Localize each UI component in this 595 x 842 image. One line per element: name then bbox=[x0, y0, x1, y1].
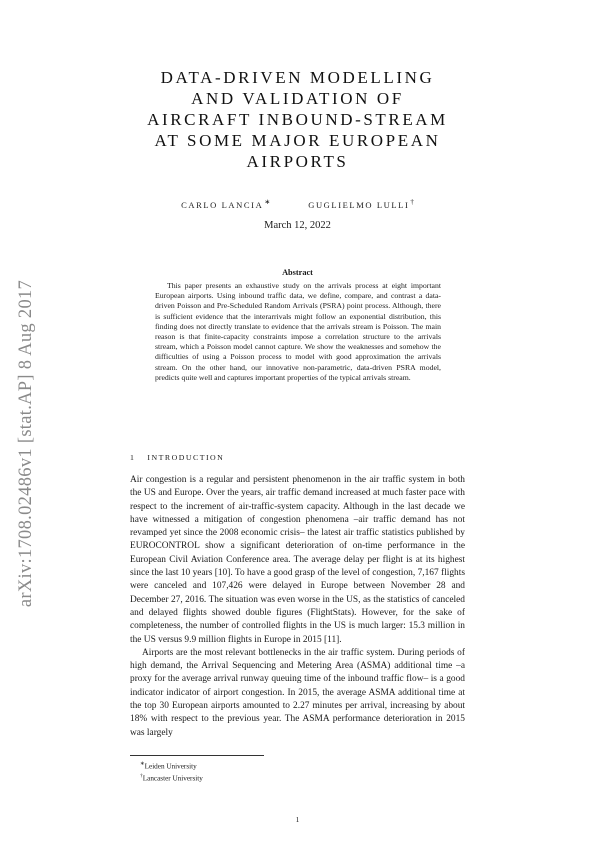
author bbox=[181, 198, 270, 210]
paper-title bbox=[110, 67, 485, 172]
author-name: CARLO LANCIA bbox=[181, 199, 264, 210]
footnote bbox=[140, 771, 203, 783]
title-line: AND VALIDATION OF bbox=[191, 89, 404, 108]
section-heading bbox=[130, 453, 224, 462]
abstract-text: This paper presents an exhaustive study on the arrivals process at eight important European airports. Using inbound traffic data, we define, compare, and contrast a data-driven Poisson and Pre-Scheduled Random Arrivals (PSRA) point process. Although, there is sufficient evidence that the interarrivals might follow an exponential distribution, this finding does not directly translate to evidence that the arrivals stream is Poisson. The main reason is that finite-capacity constraints impose a correlation structure to the arrivals stream, which a Poisson model cannot capture. We show the weaknesses and somehow the difficulties of using a Poisson process to model with good approximation the arrivals stream. On the other hand, our innovative non-parametric, data-driven PSRA model, predicts quite well and captures important properties of the typical arrivals stream. bbox=[155, 281, 441, 382]
footnote-mark: † bbox=[140, 773, 143, 780]
footnote-divider bbox=[130, 755, 264, 756]
arxiv-identifier-text: arXiv:1708.02486v1 [stat.AP] 8 Aug 2017 bbox=[16, 279, 37, 607]
footnotes bbox=[140, 759, 203, 784]
paper-date: March 12, 2022 bbox=[264, 220, 331, 231]
section-title: INTRODUCTION bbox=[147, 453, 225, 462]
arxiv-identifier bbox=[8, 263, 46, 623]
footnote-text: Leiden University bbox=[144, 762, 197, 771]
section-body bbox=[130, 474, 465, 740]
footnote-text: Lancaster University bbox=[142, 774, 203, 783]
title-line: AIRPORTS bbox=[246, 152, 349, 171]
section-number: 1 bbox=[130, 453, 136, 462]
footnote-marker[interactable]: † bbox=[410, 198, 414, 206]
footnote bbox=[140, 759, 203, 771]
author-name: GUGLIELMO LULLI bbox=[308, 199, 410, 210]
author-list bbox=[130, 198, 465, 210]
paragraph: Air congestion is a regular and persistent phenomenon in the air traffic system in both the US and Europe. Over the years, air traffic demand increased at much faster pace with respect to the increment of air-traffic-system capacity. Although in the last decade we have witnessed a mitigation of congestion phenomena –air traffic demand has not revamped yet since the 2008 economic crisis– the latest air traffic statistics published by EUROCONTROL show a significant deterioration of on-time performance in the European Civil Aviation Conference area. The average delay per flight is at its highest since the last 10 years [10]. To have a good grasp of the level of congestion, 7,167 flights were canceled and 107,426 were delayed in Europe between November 28 and December 27, 2016. The situation was even worse in the US, as the statistics of canceled and delayed flights showed double figures (FlightStats). However, for the sake of completeness, the number of controlled flights in the US is much larger: 15.3 million in the US versus 9.9 million flights in Europe in 2015 [11]. bbox=[130, 475, 465, 645]
abstract-heading: Abstract bbox=[282, 268, 313, 277]
footnote-mark: ∗ bbox=[140, 761, 145, 767]
title-line: AT SOME MAJOR EUROPEAN bbox=[154, 131, 441, 150]
title-line: AIRCRAFT INBOUND-STREAM bbox=[147, 110, 448, 129]
paragraph: Airports are the most relevant bottlenecks in the air traffic system. During periods of high demand, the Arrival Sequencing and Metering Area (ASMA) additional time –a proxy for the average arrival runway queuing time of the inbound traffic flow– is a good indicator indicator of airport congestion. In 2015, the average ASMA additional time at the top 30 European airports amounted to 2.27 minutes per arrival, increasing by about 18% with respect to the previous year. The ASMA performance deterioration in 2015 was largely bbox=[130, 647, 465, 738]
author bbox=[308, 198, 414, 210]
footnote-marker[interactable]: ∗ bbox=[264, 198, 271, 206]
page-number: 1 bbox=[295, 815, 300, 824]
title-line: DATA-DRIVEN MODELLING bbox=[160, 68, 435, 87]
